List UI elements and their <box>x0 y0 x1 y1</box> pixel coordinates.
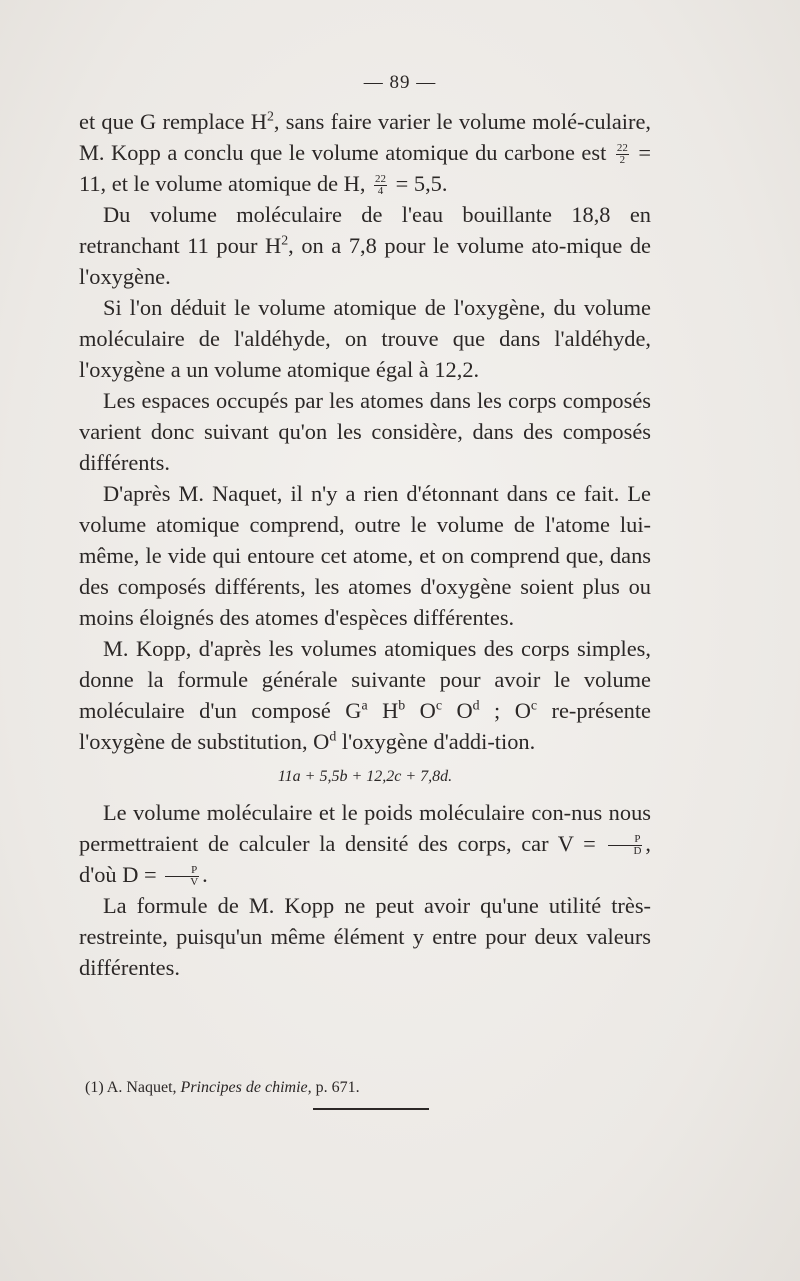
fraction <box>374 174 387 197</box>
footnote-rule <box>313 1108 429 1110</box>
paragraph-5: D'après M. Naquet, il n'y a rien d'étonnant dans ce fait. Le volume atomique comprend, outre le volume de l'atome lui-même, le vide qui entoure cet atome, et on comprend que, dans des composés différents, les atomes d'oxygène soient plus ou moins éloignés des atomes d'espèces différentes. <box>79 481 651 630</box>
text-run: , on a 7,8 pour le volume ato-mique de l'oxygène. <box>79 233 651 289</box>
fraction-numerator: 22 <box>375 173 387 186</box>
text-run: l'oxygène d'addi-tion. <box>336 729 536 754</box>
fraction-denominator: V <box>190 876 199 889</box>
superscript: d <box>329 729 337 745</box>
superscript: c <box>435 698 443 714</box>
footnote <box>85 1077 645 1099</box>
footnote-page: p. 671. <box>315 1079 360 1096</box>
superscript: 2 <box>266 109 274 125</box>
text-run: Le volume moléculaire et le poids moléculaire con-nus nous permettraient de calculer la densité des corps, car V = <box>79 800 651 856</box>
text-run: = 5,5. <box>390 171 448 196</box>
paragraph-1 <box>79 106 651 199</box>
fraction-numerator: P <box>165 865 199 877</box>
fraction <box>608 834 642 857</box>
fraction-numerator: P <box>608 834 642 846</box>
fraction <box>616 143 629 166</box>
paragraph-3: Si l'on déduit le volume atomique de l'oxygène, du volume moléculaire de l'aldéhyde, on trouve que dans l'aldéhyde, l'oxygène a un volume atomique égal à 12,2. <box>79 295 651 382</box>
text-run: H <box>367 698 399 723</box>
fraction-denominator: D <box>633 845 642 858</box>
superscript: c <box>530 698 538 714</box>
fraction-denominator: 4 <box>377 185 384 198</box>
fraction-numerator: 22 <box>616 142 628 155</box>
paragraph-8: La formule de M. Kopp ne peut avoir qu'une utilité très-restreinte, puisqu'un même élément y entre pour deux valeurs différentes. <box>79 893 651 980</box>
superscript: b <box>398 698 406 714</box>
superscript: 2 <box>281 233 289 249</box>
text-run: . <box>202 862 208 887</box>
superscript: a <box>361 698 368 714</box>
paragraph-7 <box>79 797 651 890</box>
footnote-author: A. Naquet, <box>106 1079 177 1096</box>
page-number: — 89 — <box>363 72 437 93</box>
text-run: re-présente l'oxygène de substitution, O <box>79 698 651 754</box>
footnote-marker: (1) <box>85 1079 104 1096</box>
paragraph-6 <box>79 633 651 757</box>
text-run: M. Kopp, d'après les volumes atomiques des corps simples, donne la formule générale suivante pour avoir le volume moléculaire d'un composé G <box>79 636 651 723</box>
text-run: ; O <box>479 698 531 723</box>
text-run: O <box>442 698 473 723</box>
paragraph-2 <box>79 199 651 292</box>
text-run: O <box>405 698 436 723</box>
body-text <box>79 106 651 983</box>
fraction <box>165 865 199 888</box>
superscript: d <box>472 698 480 714</box>
fraction-denominator: 2 <box>619 154 626 167</box>
formula: 11a + 5,5b + 12,2c + 7,8d. <box>277 768 453 785</box>
paragraph-4: Les espaces occupés par les atomes dans les corps composés varient donc suivant qu'on les considère, dans des composés différents. <box>79 388 651 475</box>
text-run: , d'où D = <box>79 831 651 887</box>
text-run: = 11, et le volume atomique de H, <box>79 140 652 196</box>
text-run: et que G remplace H <box>79 109 267 134</box>
text-run: Du volume moléculaire de l'eau bouillante 18,8 en retranchant 11 pour H <box>79 202 651 258</box>
text-run: , sans faire varier le volume molé-culaire, M. Kopp a conclu que le volume atomique du carbone est <box>79 109 652 165</box>
footnote-book-title: Principes de chimie, <box>180 1079 312 1096</box>
